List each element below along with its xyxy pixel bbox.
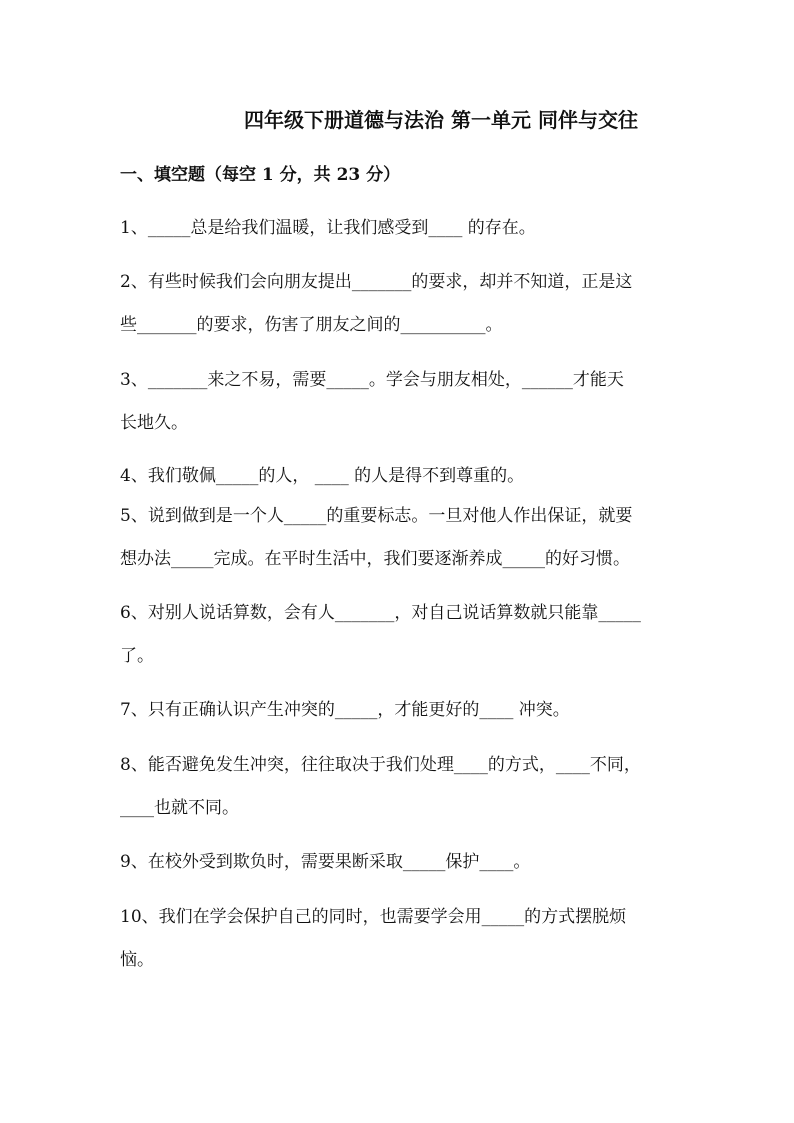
question-line: 些_______的要求，伤害了朋友之间的__________。 xyxy=(120,315,503,335)
page-title: 四年级下册道德与法治 第一单元 同伴与交往 xyxy=(244,108,638,132)
question-line: 1、_____总是给我们温暖，让我们感受到____ 的存在。 xyxy=(120,218,536,238)
question-5 xyxy=(120,496,685,579)
question-10 xyxy=(120,897,685,980)
question-line: 想办法_____完成。在平时生活中，我们要逐渐养成_____的好习惯。 xyxy=(120,549,630,569)
question-line: 了。 xyxy=(120,646,154,666)
question-line: 7、只有正确认识产生冲突的_____，才能更好的____ 冲突。 xyxy=(120,700,570,720)
question-line: 长地久。 xyxy=(120,413,188,433)
question-6 xyxy=(120,593,685,676)
question-line: 3、_______来之不易，需要_____。学会与朋友相处，______才能天 xyxy=(120,370,624,390)
question-line: 8、能否避免发生冲突，往往取决于我们处理____的方式，____不同， xyxy=(120,755,641,775)
question-line: 5、说到做到是一个人_____的重要标志。一旦对他人作出保证，就要 xyxy=(120,506,633,526)
question-line: 恼。 xyxy=(120,950,154,970)
section-heading: 一、填空题（每空 1 分，共 23 分） xyxy=(120,165,401,185)
question-4 xyxy=(120,456,685,496)
question-9 xyxy=(120,842,685,882)
question-line: 9、在校外受到欺负时，需要果断采取_____保护____。 xyxy=(120,852,531,872)
question-3 xyxy=(120,360,685,443)
question-line: 10、我们在学会保护自己的同时，也需要学会用_____的方式摆脱烦 xyxy=(120,907,627,927)
question-8 xyxy=(120,745,685,828)
question-7 xyxy=(120,690,685,730)
question-2 xyxy=(120,262,685,345)
question-line: ____也就不同。 xyxy=(120,798,239,818)
question-1 xyxy=(120,208,685,248)
question-line: 4、我们敬佩_____的人， ____ 的人是得不到尊重的。 xyxy=(120,466,525,486)
question-line: 6、对别人说话算数，会有人_______，对自己说话算数就只能靠_____ xyxy=(120,603,641,623)
question-line: 2、有些时候我们会向朋友提出_______的要求，却并不知道，正是这 xyxy=(120,272,633,292)
